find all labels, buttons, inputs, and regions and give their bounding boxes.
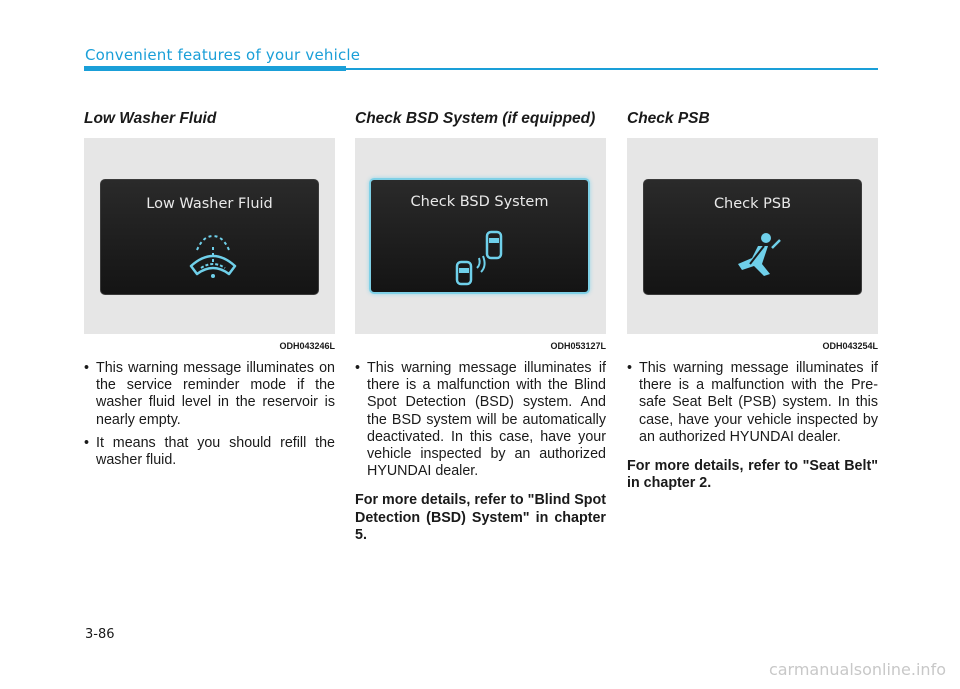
section-low-washer-fluid bbox=[84, 110, 335, 475]
blind-spot-icon bbox=[453, 228, 513, 288]
list-item: • This warning message illuminates if there is a malfunction with the Blind Spot Detection (BSD) system. And the BSD system will be automatically deactivated. In this case, have your vehicle inspected by an authorized HYUNDAI dealer. bbox=[355, 360, 606, 480]
section-title: Check PSB bbox=[627, 110, 710, 127]
figure-code: ODH043254L bbox=[822, 341, 878, 351]
header-rule-thin bbox=[346, 68, 878, 70]
washer-fluid-icon bbox=[183, 232, 243, 280]
header-rule-thick bbox=[84, 66, 346, 71]
bullet-list bbox=[84, 360, 335, 469]
display-message: Check PSB bbox=[713, 196, 792, 212]
display-message: Low Washer Fluid bbox=[146, 196, 273, 212]
reference-note: For more details, refer to "Seat Belt" in chapter 2. bbox=[627, 458, 878, 492]
bullet-list bbox=[627, 360, 878, 446]
figure-low-washer-fluid bbox=[84, 138, 335, 334]
reference-note: For more details, refer to "Blind Spot Detection (BSD) System" in chapter 5. bbox=[355, 492, 606, 543]
cluster-display bbox=[369, 178, 590, 294]
figure-check-bsd bbox=[355, 138, 606, 334]
display-message: Check BSD System bbox=[410, 194, 549, 210]
list-item: • This warning message illuminates on the service reminder mode if the washer fluid level in the reservoir is nearly empty. bbox=[84, 360, 335, 429]
seat-belt-icon bbox=[728, 230, 784, 280]
section-title: Low Washer Fluid bbox=[84, 110, 217, 127]
section-title: Check BSD System (if equipped) bbox=[355, 110, 596, 127]
section-check-bsd bbox=[355, 110, 606, 544]
figure-check-psb bbox=[627, 138, 878, 334]
header-title: Convenient features of your vehicle bbox=[85, 46, 361, 64]
cluster-display bbox=[643, 179, 862, 295]
figure-code: ODH043246L bbox=[279, 341, 335, 351]
section-check-psb bbox=[627, 110, 878, 492]
watermark: carmanualsonline.info bbox=[768, 660, 946, 679]
list-item: • This warning message illuminates if there is a malfunction with the Pre-safe Seat Belt (PSB) system. In this case, have your vehicle inspected by an authorized HYUNDAI dealer. bbox=[627, 360, 878, 446]
figure-code: ODH053127L bbox=[550, 341, 606, 351]
page-number: 3-86 bbox=[85, 627, 115, 642]
cluster-display bbox=[100, 179, 319, 295]
list-item: • It means that you should refill the washer fluid. bbox=[84, 435, 335, 469]
bullet-list bbox=[355, 360, 606, 480]
